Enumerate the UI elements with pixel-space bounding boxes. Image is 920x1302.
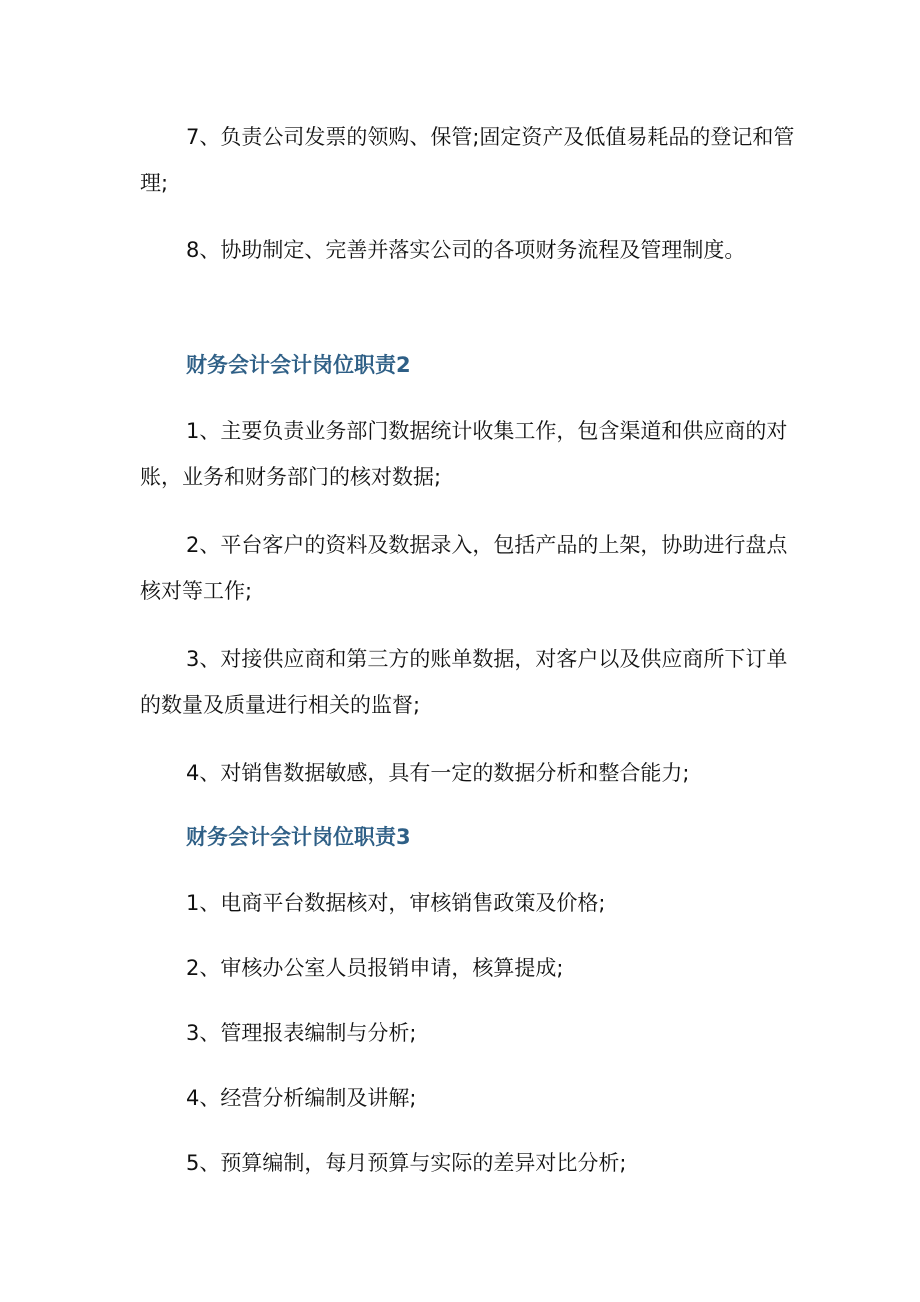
section3-item-1: 1、电商平台数据核对，审核销售政策及价格; (186, 891, 606, 915)
section1-item-8: 8、协助制定、完善并落实公司的各项财务流程及管理制度。 (186, 238, 746, 262)
section2-item-2: 2、平台客户的资料及数据录入，包括产品的上架，协助进行盘点核对等工作; (140, 533, 788, 603)
section3-heading: 财务会计会计岗位职责3 (186, 825, 411, 849)
section3-item-4: 4、经营分析编制及讲解; (186, 1086, 417, 1110)
section2-heading: 财务会计会计岗位职责2 (186, 353, 411, 377)
section3-item-3: 3、管理报表编制与分析; (186, 1021, 417, 1045)
section2-item-4: 4、对销售数据敏感，具有一定的数据分析和整合能力; (186, 761, 690, 785)
section3-item-5: 5、预算编制，每月预算与实际的差异对比分析; (186, 1151, 627, 1175)
section2-item-1: 1、主要负责业务部门数据统计收集工作，包含渠道和供应商的对账，业务和财务部门的核对数据; (140, 419, 788, 489)
section3-item-2: 2、审核办公室人员报销申请，核算提成; (186, 956, 564, 980)
section2-item-3: 3、对接供应商和第三方的账单数据，对客户以及供应商所下订单的数量及质量进行相关的监督; (140, 647, 788, 717)
section1-item-7: 7、负责公司发票的领购、保管;固定资产及低值易耗品的登记和管理; (140, 125, 795, 195)
